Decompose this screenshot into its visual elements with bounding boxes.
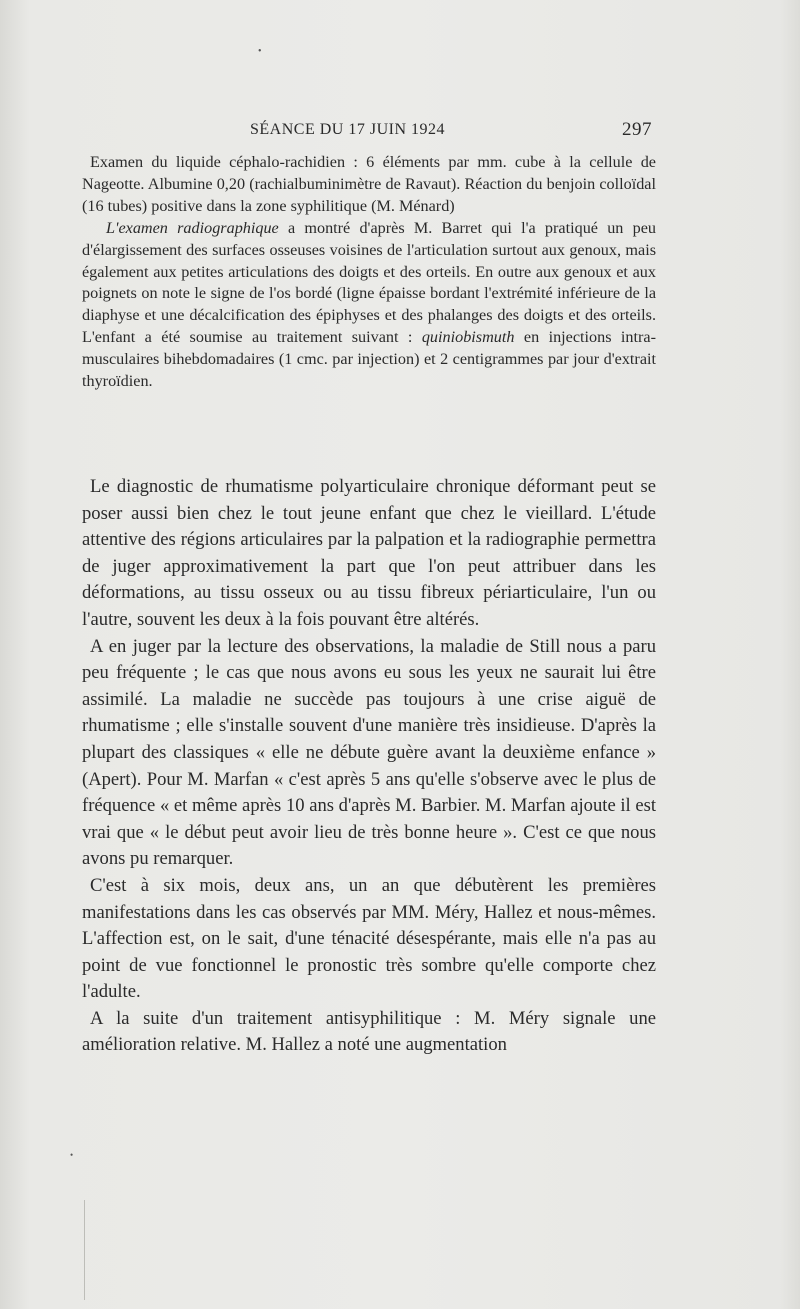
- main-discussion: [82, 474, 656, 1059]
- observation-notes: [82, 152, 656, 393]
- paragraph-diagnosis: Le diagnostic de rhumatisme polyarticulaire chronique déformant peut se poser aussi bien chez le tout jeune enfant que chez le vieillard. L'étude attentive des régions articulaires par la palpation et la radiographie permettra de juger approximativement la part que l'on peut attribuer dans les déformations, au tissu osseux ou au tissu fibreux périarticulaire, l'un ou l'autre, souvent les deux à la fois pouvant être altérés.: [82, 476, 656, 630]
- ink-speck: •: [70, 1150, 74, 1160]
- italic-term-quiniobismuth: quiniobismuth: [421, 328, 515, 347]
- ink-speck: •: [258, 46, 262, 57]
- paragraph-radiography: [82, 218, 656, 393]
- running-header: [250, 119, 670, 143]
- italic-term-radiography: L'examen radiographique: [106, 218, 279, 237]
- paragraph-still-disease: A en juger par la lecture des observations, la maladie de Still nous a paru peu fréquente ; le cas que nous avons eu sous les yeux ne saurait lui être assimilé. La maladie ne succède pas toujours à une crise aiguë de rhumatisme ; elle s'installe souvent d'une manière très insidieuse. D'après la plupart des classiques « elle ne débute guère avant la deuxième enfance » (Apert). Pour M. Marfan « c'est après 5 ans qu'elle s'observe avec le plus de fréquence « et même après 10 ans d'après M. Barbier. M. Marfan ajoute il est vrai que « le début peut avoir lieu de très bonne heure ». C'est ce que nous avons pu remarquer.: [82, 635, 656, 870]
- paragraph-csf-exam: Examen du liquide céphalo-rachidien : 6 éléments par mm. cube à la cellule de Nageotte. Albumine 0,20 (rachialbuminimètre de Ravaut). Réaction du benjoin colloïdal (16 tubes) positive dans la zone syphilitique (M. Ménard): [82, 153, 656, 215]
- header-title: SÉANCE DU 17 JUIN 1924: [250, 121, 445, 138]
- page-edge-shadow: [70, 1200, 85, 1300]
- paragraph-treatment: A la suite d'un traitement antisyphilitique : M. Méry signale une amélioration relative. M. Hallez a noté une augmentation: [82, 1007, 656, 1056]
- radiography-text: a montré d'après M. Barret qui l'a pratiqué un peu d'élargissement des surfaces osseuses voisines de l'articulation surtout aux genoux, mais également aux petites articulations des doigts et des orteils. En outre aux genoux et aux poignets on note le signe de l'os bordé (ligne épaisse bordant l'extrémité inférieure de la diaphyse et une décalcification des épiphyses et des phalanges des doigts et des orteils. L'enfant a été soumise au traitement suivant :: [82, 218, 656, 347]
- page-number: 297: [622, 119, 652, 140]
- paragraph-onset: C'est à six mois, deux ans, un an que débutèrent les premières manifestations dans les cas observés par MM. Méry, Hallez et nous-mêmes. L'affection est, on le sait, d'une ténacité désespérante, mais elle n'a pas au point de vue fonctionnel le pronostic très sombre qu'elle comporte chez l'adulte.: [82, 874, 656, 1003]
- treatment-text: en injections intra-musculaires bihebdomadaires (1 cmc. par injection) et 2 centigrammes par jour d'extrait thyroïdien.: [82, 328, 656, 391]
